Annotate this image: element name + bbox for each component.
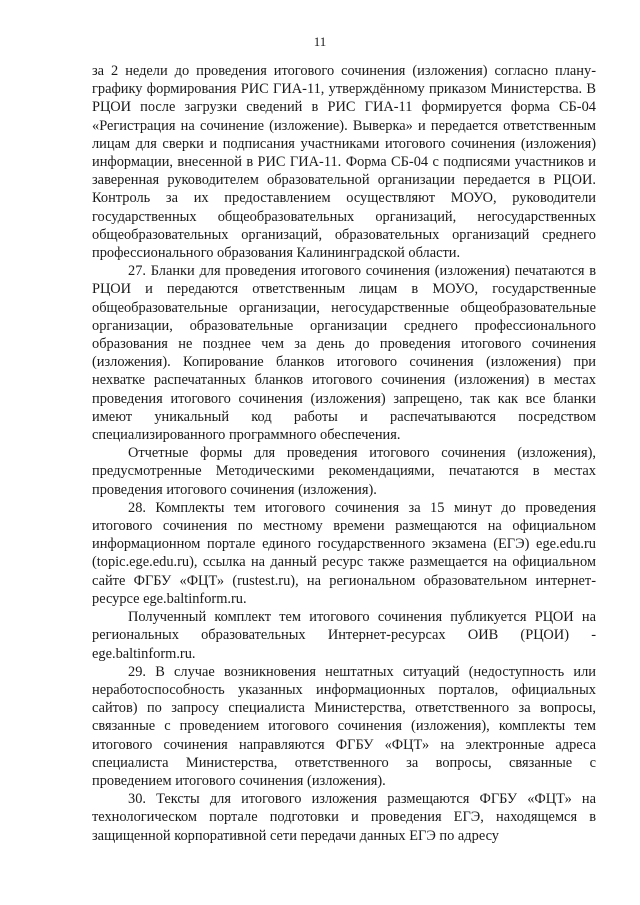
page-number: 11 bbox=[313, 34, 327, 49]
paragraph-28: 28. Комплекты тем итогового сочинения за 15 минут до проведения итогового сочинения по местному времени размещаются на официальном информационном портале единого государственного экзамена (ЕГЭ) ege.edu.ru (topic.ege.edu.ru), ссылка на данный ресурс также размещается на официальном сайте ФГБУ «ФЦТ» (rustest.ru), на региональном образовательном интернет-ресурсе ege.baltinform.ru. bbox=[92, 499, 596, 607]
paragraph-30: 30. Тексты для итогового изложения размещаются ФГБУ «ФЦТ» на технологическом портале подготовки и проведения ЕГЭ, находящемся в защищенной корпоративной сети передачи данных ЕГЭ по адресу bbox=[92, 791, 596, 844]
paragraph-report-forms: Отчетные формы для проведения итогового сочинения (изложения), предусмотренные Методическими рекомендациями, печатаются в местах проведения итогового сочинения (изложения). bbox=[92, 445, 596, 498]
paragraph-continuation: за 2 недели до проведения итогового сочинения (изложения) согласно плану-графику формирования РИС ГИА-11, утверждённому приказом Министерства. В РЦОИ после загрузки сведений в РИС ГИА-11 формируется форма СБ-04 «Регистрация на сочинение (изложение). Выверка» и передается ответственным лицам для сверки и подписания участниками итогового сочинения (изложения) информации, внесенной в РИС ГИА-11. Форма СБ-04 с подписями участников и заверенная руководителем образовательной организации передается в РЦОИ. Контроль за их предоставлением осуществляют МОУО, руководители государственных общеобразовательных организаций, негосударственных общеобразовательных организаций, образовательных организаций среднего профессионального образования Калининградской области. bbox=[92, 63, 596, 262]
document-body bbox=[92, 62, 596, 845]
paragraph-27: 27. Бланки для проведения итогового сочинения (изложения) печатаются в РЦОИ и передаются ответственным лицам в МОУО, государственные общеобразовательные организации, негосударственные общеобразовательные организации, образовательные организации среднего профессионального образования не позднее чем за день до проведения итогового сочинения (изложения). Копирование бланков итогового сочинения (изложения) при нехватке распечатанных бланков итогового сочинения (изложения) в местах проведения итогового сочинения (изложения) запрещено, так как все бланки имеют уникальный код работы и распечатываются посредством специализированного программного обеспечения. bbox=[92, 263, 596, 444]
paragraph-29: 29. В случае возникновения нештатных ситуаций (недоступность или неработоспособность указанных информационных порталов, официальных сайтов) по запросу специалиста Министерства, ответственного за вопросы, связанные с проведением итогового сочинения (изложения), комплекты тем итогового сочинения направляются ФГБУ «ФЦТ» на электронные адреса специалиста Министерства, ответственного за вопросы, связанные с проведением итогового сочинения (изложения). bbox=[92, 663, 596, 789]
paragraph-topics-published: Полученный комплект тем итогового сочинения публикуется РЦОИ на региональных образовательных Интернет-ресурсах ОИВ (РЦОИ) - ege.baltinform.ru. bbox=[92, 609, 596, 662]
